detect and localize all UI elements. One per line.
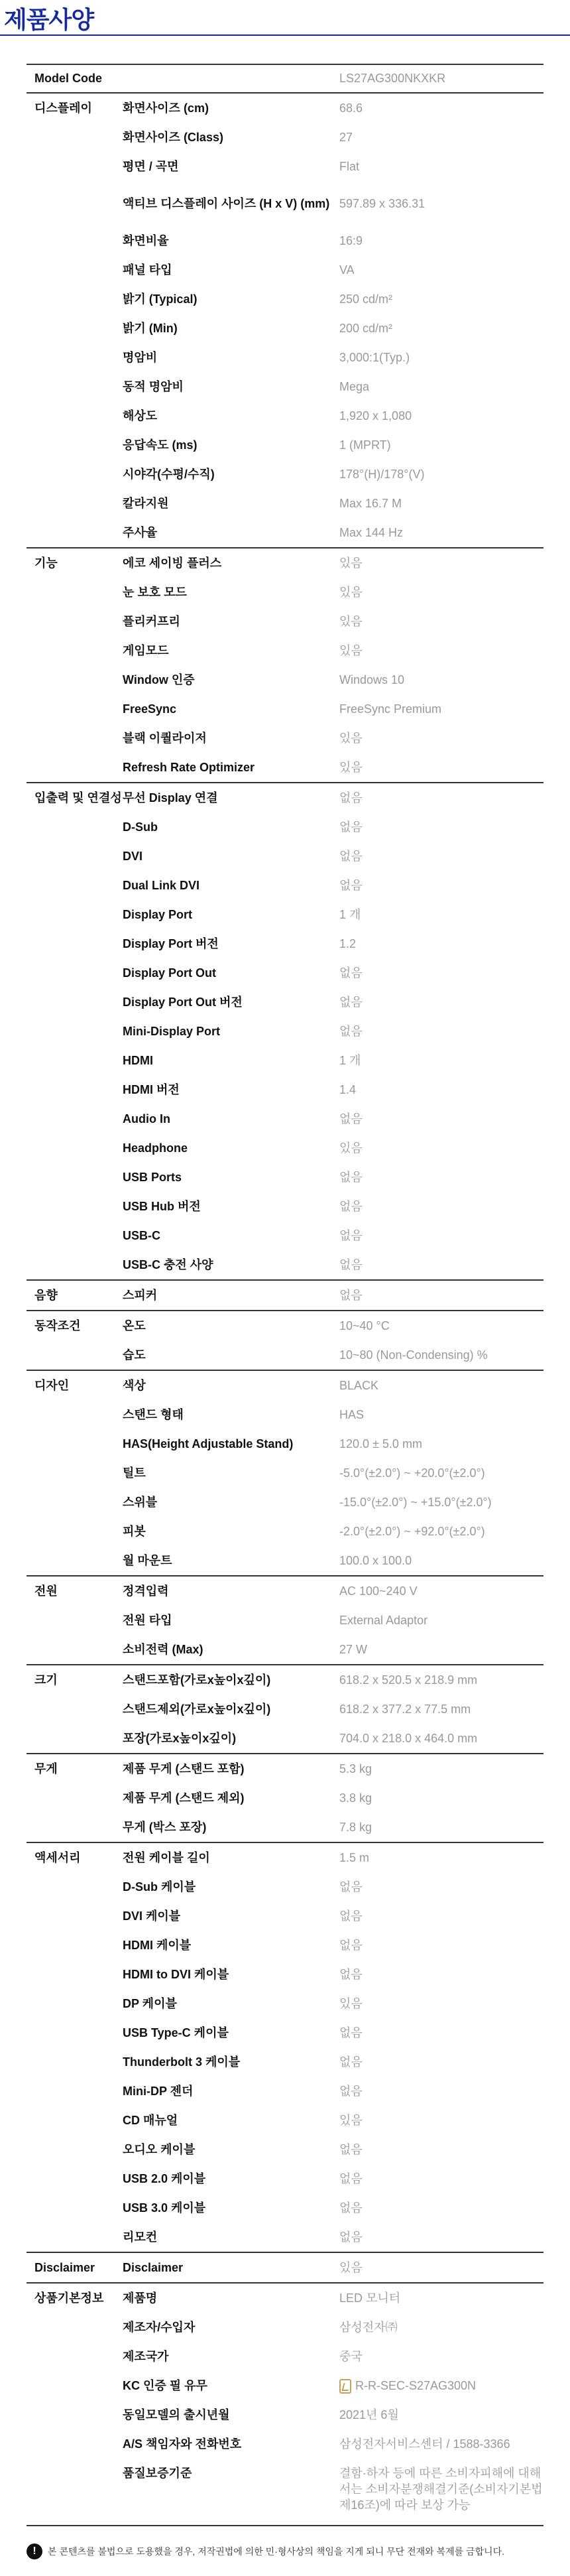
- spec-row: [123, 430, 543, 460]
- spec-row: [123, 1960, 543, 1989]
- spec-row: [123, 1046, 543, 1075]
- spec-group: [27, 1371, 543, 1577]
- spec-row-value: 없음: [339, 1880, 363, 1894]
- spec-row-label: 제품명: [123, 2291, 158, 2305]
- spec-row: [123, 123, 543, 152]
- spec-row-value: 없음: [339, 1229, 363, 1242]
- spec-row: [123, 2313, 543, 2342]
- spec-row: [123, 1133, 543, 1163]
- spec-row-value: External Adaptor: [339, 1614, 428, 1627]
- spec-row-label: 밝기 (Typical): [123, 292, 198, 306]
- spec-row-value: 2021년 6월: [339, 2408, 399, 2421]
- spec-row-value: Max 16.7 M: [339, 497, 402, 510]
- spec-row-value: Mega: [339, 380, 370, 393]
- spec-row: [123, 401, 543, 430]
- spec-row-value: VA: [339, 263, 355, 277]
- spec-row-label: Mini-DP 젠더: [123, 2085, 194, 2098]
- spec-row: [123, 724, 543, 753]
- spec-row-label: 오디오 케이블: [123, 2143, 196, 2156]
- spec-row-value: 있음: [339, 615, 363, 628]
- spec-row-label: 색상: [123, 1379, 146, 1392]
- spec-row-label: USB Type-C 케이블: [123, 2026, 229, 2039]
- spec-row-label: 온도: [123, 1319, 146, 1332]
- spec-row-label: 동일모델의 출시년월: [123, 2408, 230, 2421]
- spec-row-value: 없음: [339, 879, 363, 892]
- spec-group-name: 크기: [34, 1673, 58, 1687]
- spec-row-value: 없음: [339, 1200, 363, 1213]
- spec-row: [123, 94, 543, 123]
- spec-row-label: A/S 책임자와 전화번호: [123, 2437, 242, 2451]
- copyright-notice: [27, 2544, 557, 2559]
- spec-row-value: -5.0°(±2.0°) ~ +20.0°(±2.0°): [339, 1466, 485, 1480]
- spec-row-value: 없음: [339, 1968, 363, 1981]
- spec-row-value: 결함·하자 등에 따른 소비자피해에 대해서는 소비자분쟁해결기준(소비자기본법 제16조)에 따라 보상 가능: [339, 2467, 543, 2512]
- spec-row-value: 1 개: [339, 908, 361, 921]
- spec-row: [123, 2135, 543, 2164]
- spec-row: [123, 1017, 543, 1046]
- spec-row-value: 3,000:1(Typ.): [339, 351, 410, 364]
- spec-group: [27, 94, 543, 548]
- spec-row-label: 포장(가로x높이x깊이): [123, 1732, 237, 1745]
- spec-row-label: 화면사이즈 (Class): [123, 131, 223, 144]
- spec-row-label: 해상도: [123, 409, 158, 422]
- spec-row: [123, 1250, 543, 1279]
- spec-row-value: 7.8 kg: [339, 1821, 372, 1834]
- spec-row: [123, 372, 543, 401]
- spec-row: [123, 1665, 543, 1695]
- spec-row-value: 618.2 x 377.2 x 77.5 mm: [339, 1703, 471, 1716]
- spec-row-value: 없음: [339, 1025, 363, 1038]
- spec-row: [123, 1989, 543, 2018]
- spec-row-value: 120.0 ± 5.0 mm: [339, 1437, 422, 1450]
- spec-row-value: 없음: [339, 996, 363, 1009]
- spec-row-value: 있음: [339, 586, 363, 599]
- spec-row-value: 없음: [339, 820, 363, 834]
- spec-row: [123, 2018, 543, 2047]
- spec-row-value: 없음: [339, 2230, 363, 2244]
- spec-row-label: Refresh Rate Optimizer: [123, 761, 255, 774]
- spec-row-value: 1,920 x 1,080: [339, 409, 412, 422]
- spec-row: [123, 343, 543, 372]
- spec-row-value: 있음: [339, 732, 363, 745]
- spec-row: [123, 842, 543, 871]
- spec-row: [123, 2222, 543, 2252]
- spec-row-value-text: R-R-SEC-S27AG300N: [355, 2378, 477, 2392]
- spec-row-value: 1.2: [339, 937, 357, 950]
- spec-row: [123, 1577, 543, 1606]
- spec-row: [123, 1813, 543, 1842]
- page-title: 제품사양: [4, 6, 94, 33]
- spec-row-label: 틸트: [123, 1466, 146, 1480]
- spec-row: [123, 1488, 543, 1517]
- spec-row: [123, 1311, 543, 1340]
- spec-row-label: USB Hub 버전: [123, 1200, 201, 1213]
- spec-row-label: D-Sub 케이블: [123, 1880, 196, 1894]
- spec-row: [123, 2459, 543, 2525]
- spec-group-rows: [123, 783, 543, 1279]
- spec-group: [27, 1754, 543, 1843]
- spec-row-label: 응답속도 (ms): [123, 438, 198, 452]
- spec-row: [123, 1517, 543, 1546]
- spec-row: [123, 460, 543, 489]
- spec-group: [27, 783, 543, 1281]
- spec-row-value: 없음: [339, 1171, 363, 1184]
- spec-group-name: 액세서리: [34, 1851, 81, 1864]
- spec-row-label: 스탠드제외(가로x높이x깊이): [123, 1703, 271, 1716]
- spec-row-value: 없음: [339, 791, 363, 805]
- spec-row: [123, 1635, 543, 1664]
- spec-row-value: 1.5 m: [339, 1851, 370, 1864]
- spec-row: [123, 694, 543, 724]
- spec-group: [27, 1311, 543, 1371]
- spec-row: [123, 1606, 543, 1635]
- spec-row: [123, 1458, 543, 1488]
- spec-row-value: FreeSync Premium: [339, 702, 442, 716]
- spec-row: [123, 900, 543, 929]
- spec-group-rows: [123, 1371, 543, 1575]
- spec-row-value: 삼성전자서비스센터 / 1588-3366: [339, 2437, 510, 2451]
- spec-group: [27, 1281, 543, 1311]
- spec-row: [123, 548, 543, 578]
- spec-row-label: KC 인증 필 유무: [123, 2379, 207, 2392]
- spec-row-value: 없음: [339, 850, 363, 863]
- spec-row-value: HAS: [339, 1408, 365, 1421]
- spec-row: [123, 2342, 543, 2371]
- spec-row-label: USB-C: [123, 1229, 160, 1242]
- spec-row-label: HAS(Height Adjustable Stand): [123, 1437, 294, 1450]
- spec-row-label: 스위블: [123, 1496, 158, 1509]
- spec-group: [27, 548, 543, 783]
- spec-row-value: 있음: [339, 761, 363, 774]
- spec-row-label: Display Port 버전: [123, 937, 219, 950]
- spec-group-rows: [123, 548, 543, 782]
- spec-group-rows: [123, 94, 543, 547]
- spec-row-value: 없음: [339, 1939, 363, 1952]
- spec-row-value: Flat: [339, 160, 360, 173]
- spec-row-label: Display Port: [123, 908, 193, 921]
- spec-row: [123, 929, 543, 958]
- spec-row-value: 1.4: [339, 1083, 357, 1096]
- spec-row-value: [339, 2378, 543, 2394]
- spec-row-label: Headphone: [123, 1141, 188, 1155]
- spec-row-label: 플리커프리: [123, 615, 180, 628]
- spec-row-label: 소비전력 (Max): [123, 1643, 203, 1656]
- spec-row: [123, 2164, 543, 2193]
- spec-row: [123, 2253, 543, 2282]
- spec-row-value: 618.2 x 520.5 x 218.9 mm: [339, 1673, 478, 1687]
- spec-table: [27, 64, 543, 2526]
- spec-row-value: 있음: [339, 556, 363, 570]
- spec-row-label: Display Port Out 버전: [123, 996, 243, 1009]
- spec-row: [123, 812, 543, 842]
- spec-row-value: 1 개: [339, 1054, 361, 1067]
- spec-row-value: 없음: [339, 2026, 363, 2039]
- spec-row: [123, 518, 543, 547]
- spec-row: [123, 636, 543, 665]
- spec-row-value: 68.6: [339, 101, 363, 115]
- spec-group: [27, 1577, 543, 1665]
- spec-row-label: DVI: [123, 850, 143, 863]
- spec-row: [123, 1221, 543, 1250]
- spec-row: [123, 2047, 543, 2077]
- spec-row: [123, 607, 543, 636]
- spec-row: [123, 1783, 543, 1813]
- spec-row-label: 제품 무게 (스탠드 제외): [123, 1791, 245, 1805]
- spec-row-label: DVI 케이블: [123, 1909, 181, 1923]
- spec-row-label: Display Port Out: [123, 966, 217, 980]
- spec-group: [27, 2253, 543, 2284]
- spec-row-label: 블랙 이퀄라이저: [123, 732, 207, 745]
- spec-row-value: 없음: [339, 2143, 363, 2156]
- spec-row-label: 시야각(수평/수직): [123, 468, 215, 481]
- spec-row: [123, 1340, 543, 1370]
- spec-row-value: 1 (MPRT): [339, 438, 391, 452]
- spec-row: [123, 1754, 543, 1783]
- spec-row-value: 200 cd/m²: [339, 322, 393, 335]
- spec-row-value: 있음: [339, 2261, 363, 2274]
- spec-group-name: 디자인: [34, 1379, 70, 1392]
- spec-row-label: DP 케이블: [123, 1997, 177, 2010]
- spec-row: [123, 1546, 543, 1575]
- spec-row: [123, 665, 543, 694]
- spec-row-value: 있음: [339, 2114, 363, 2127]
- spec-row: [123, 871, 543, 900]
- spec-group-name: 디스플레이: [34, 101, 92, 115]
- spec-row-value: 없음: [339, 2085, 363, 2098]
- spec-row: [123, 1429, 543, 1458]
- spec-row-label: 전원 케이블 길이: [123, 1851, 210, 1864]
- spec-row: [123, 314, 543, 343]
- spec-row-label: Thunderbolt 3 케이블: [123, 2055, 241, 2069]
- spec-row-label: 동적 명암비: [123, 380, 184, 393]
- spec-row: [123, 1075, 543, 1104]
- spec-row: [123, 1163, 543, 1192]
- spec-group-rows: [123, 1843, 543, 2252]
- model-code-label: Model Code: [34, 72, 102, 85]
- spec-row-label: 액티브 디스플레이 사이즈 (H x V) (mm): [123, 197, 330, 210]
- spec-row: [123, 1192, 543, 1221]
- spec-group-name: 기능: [34, 556, 58, 570]
- spec-row-value: 16:9: [339, 234, 363, 247]
- spec-row-label: 스탠드 형태: [123, 1408, 184, 1421]
- spec-row-label: FreeSync: [123, 702, 177, 716]
- spec-group: [27, 1665, 543, 1754]
- spec-row-label: 전원 타입: [123, 1614, 172, 1627]
- spec-group-name: Disclaimer: [34, 2261, 95, 2274]
- spec-row: [123, 1901, 543, 1931]
- spec-row: [123, 2077, 543, 2106]
- spec-row-label: USB 2.0 케이블: [123, 2172, 206, 2185]
- spec-row-label: 정격입력: [123, 1584, 169, 1598]
- spec-row-value: 없음: [339, 2172, 363, 2185]
- spec-row-label: 패널 타입: [123, 263, 172, 277]
- spec-row: [123, 255, 543, 285]
- spec-row-label: Disclaimer: [123, 2261, 184, 2274]
- spec-row-label: 명암비: [123, 351, 158, 364]
- spec-group-name: 동작조건: [34, 1319, 81, 1332]
- spec-row: [123, 578, 543, 607]
- spec-row-label: Dual Link DVI: [123, 879, 200, 892]
- spec-row-value: LED 모니터: [339, 2291, 401, 2305]
- spec-row-label: 제조자/수입자: [123, 2321, 196, 2334]
- spec-row-label: 게임모드: [123, 644, 169, 657]
- spec-row-label: 눈 보호 모드: [123, 586, 187, 599]
- spec-row-value: 27 W: [339, 1643, 368, 1656]
- spec-row-value: 없음: [339, 1258, 363, 1271]
- spec-row: [123, 181, 543, 226]
- spec-row: [123, 1400, 543, 1429]
- spec-group-name: 상품기본정보: [34, 2291, 104, 2305]
- spec-group-rows: [123, 1665, 543, 1753]
- spec-row-label: 피봇: [123, 1525, 146, 1538]
- spec-row: [123, 2400, 543, 2429]
- spec-group-rows: [123, 1281, 543, 1310]
- spec-row-label: USB 3.0 케이블: [123, 2201, 206, 2215]
- spec-row-value: 27: [339, 131, 353, 144]
- spec-row-value: 3.8 kg: [339, 1791, 372, 1805]
- spec-row-label: HDMI: [123, 1054, 153, 1067]
- spec-row-label: 리모컨: [123, 2230, 158, 2244]
- model-code-value: LS27AG300NKXKR: [339, 72, 446, 85]
- spec-row: [123, 152, 543, 181]
- spec-row-value: Windows 10: [339, 673, 405, 686]
- spec-row: [123, 2371, 543, 2400]
- spec-row-label: 제품 무게 (스탠드 포함): [123, 1762, 245, 1775]
- spec-row-label: CD 매뉴얼: [123, 2114, 178, 2127]
- spec-row-value: 없음: [339, 1909, 363, 1923]
- spec-row-label: Audio In: [123, 1112, 170, 1126]
- spec-row-value: 삼성전자㈜: [339, 2321, 398, 2334]
- spec-row-value: 있음: [339, 1997, 363, 2010]
- spec-row-label: 칼라지원: [123, 497, 169, 510]
- spec-row: [123, 1843, 543, 1872]
- spec-row: [123, 1872, 543, 1901]
- spec-row: [123, 753, 543, 782]
- spec-group-rows: [123, 1577, 543, 1664]
- spec-row-value: 5.3 kg: [339, 1762, 372, 1775]
- spec-row-value: 없음: [339, 966, 363, 980]
- spec-row: [123, 1931, 543, 1960]
- spec-row: [123, 1104, 543, 1133]
- spec-row-value: 없음: [339, 2201, 363, 2215]
- spec-row-value: Max 144 Hz: [339, 526, 404, 539]
- spec-row-label: 주사율: [123, 526, 158, 539]
- spec-row: [123, 1281, 543, 1310]
- spec-row-value: 중국: [339, 2350, 363, 2363]
- spec-row-label: 화면비율: [123, 234, 169, 247]
- spec-group-name: 전원: [34, 1584, 58, 1598]
- spec-row-value: 없음: [339, 1289, 363, 1302]
- spec-row-value: 있음: [339, 644, 363, 657]
- spec-row-label: HDMI to DVI 케이블: [123, 1968, 229, 1981]
- spec-row: [123, 226, 543, 255]
- spec-group-rows: [123, 2284, 543, 2525]
- spec-row-label: 무선 Display 연결: [123, 791, 218, 805]
- spec-row-value: 없음: [339, 2055, 363, 2069]
- spec-row-value: AC 100~240 V: [339, 1584, 418, 1598]
- spec-group-name: 무게: [34, 1762, 58, 1775]
- spec-row: [123, 2284, 543, 2313]
- spec-group-rows: [123, 1754, 543, 1842]
- spec-row-value: 10~40 °C: [339, 1319, 390, 1332]
- spec-group-rows: [123, 2253, 543, 2282]
- spec-row-value: 없음: [339, 1112, 363, 1126]
- spec-row-label: 화면사이즈 (cm): [123, 101, 209, 115]
- spec-row-label: 에코 세이빙 플러스: [123, 556, 222, 570]
- spec-group-rows: [123, 1311, 543, 1370]
- spec-row: [123, 1724, 543, 1753]
- spec-row-label: 무게 (박스 포장): [123, 1821, 207, 1834]
- header: [0, 0, 570, 36]
- spec-row-label: Mini-Display Port: [123, 1025, 221, 1038]
- spec-row-label: 스탠드포함(가로x높이x깊이): [123, 1673, 271, 1687]
- spec-row-label: USB Ports: [123, 1171, 182, 1184]
- spec-row-label: 월 마운트: [123, 1554, 172, 1567]
- spec-group: [27, 2284, 543, 2526]
- spec-row-value: 250 cd/m²: [339, 292, 393, 306]
- spec-row-label: HDMI 케이블: [123, 1939, 192, 1952]
- warning-icon: !: [27, 2544, 42, 2559]
- spec-row-value: -2.0°(±2.0°) ~ +92.0°(±2.0°): [339, 1525, 485, 1538]
- spec-row: [123, 1695, 543, 1724]
- spec-row-label: USB-C 충전 사양: [123, 1258, 213, 1271]
- spec-row-label: D-Sub: [123, 820, 158, 834]
- spec-row: [123, 2429, 543, 2459]
- spec-row-value: 178°(H)/178°(V): [339, 468, 425, 481]
- spec-row-label: 제조국가: [123, 2350, 169, 2363]
- spec-row: [123, 489, 543, 518]
- spec-row: [123, 2193, 543, 2222]
- spec-row-value: -15.0°(±2.0°) ~ +15.0°(±2.0°): [339, 1496, 492, 1509]
- spec-row: [123, 285, 543, 314]
- spec-row: [123, 988, 543, 1017]
- spec-row-label: HDMI 버전: [123, 1083, 180, 1096]
- model-code-row: [27, 64, 543, 94]
- spec-row-label: Window 인증: [123, 673, 195, 686]
- spec-group: [27, 1843, 543, 2253]
- spec-row: [123, 958, 543, 988]
- spec-row: [123, 2106, 543, 2135]
- spec-row-value: 597.89 x 336.31: [339, 197, 426, 210]
- spec-row-value: BLACK: [339, 1379, 379, 1392]
- spec-row-label: 평면 / 곡면: [123, 160, 179, 173]
- spec-row-value: 100.0 x 100.0: [339, 1554, 412, 1567]
- spec-group-name: 입출력 및 연결성: [34, 791, 122, 805]
- spec-row-label: 스피커: [123, 1289, 158, 1302]
- spec-groups: [27, 94, 543, 2526]
- spec-row-label: 밝기 (Min): [123, 322, 178, 335]
- spec-row-value: 있음: [339, 1141, 363, 1155]
- spec-row: [123, 1371, 543, 1400]
- spec-row-value: 10~80 (Non-Condensing) %: [339, 1348, 488, 1362]
- spec-group-name: 음향: [34, 1289, 58, 1302]
- kc-cert-icon: [339, 2379, 351, 2394]
- spec-row-label: 품질보증기준: [123, 2467, 192, 2480]
- spec-row-label: 습도: [123, 1348, 146, 1362]
- spec-row: [123, 783, 543, 812]
- spec-row-value: 704.0 x 218.0 x 464.0 mm: [339, 1732, 478, 1745]
- notice-text: 본 콘텐츠를 불법으로 도용했을 경우, 저작권법에 의한 민·형사상의 책임을 지게 되니 무단 전재와 복제를 금합니다.: [48, 2546, 504, 2557]
